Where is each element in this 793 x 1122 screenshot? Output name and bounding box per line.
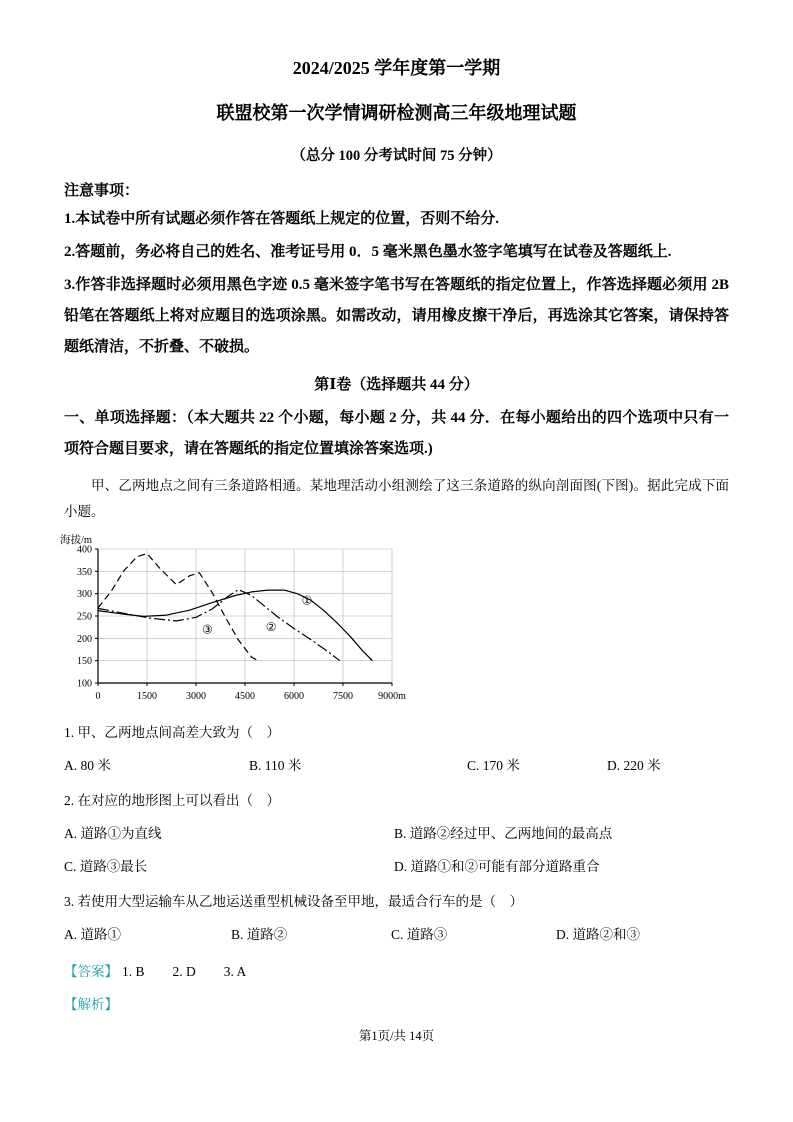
passage: 甲、乙两地点之间有三条道路相通。某地理活动小组测绘了这三条道路的纵向剖面图(下图)。据此完成下面小题。 bbox=[64, 478, 729, 519]
analysis-line bbox=[64, 993, 729, 1013]
section-intro: 一、单项选择题：（本大题共 22 个小题，每小题 2 分，共 44 分．在每小题给出的四个选项中只有一项符合题目要求，请在答题纸的指定位置填涂答案选项.) bbox=[64, 410, 729, 457]
chart-wrap bbox=[58, 533, 729, 708]
answer-2: 2. D bbox=[172, 964, 196, 979]
svg-text:1500: 1500 bbox=[137, 691, 157, 702]
answer-label: 【答案】 bbox=[64, 964, 118, 979]
answer-line bbox=[64, 960, 729, 980]
notice-item-2: 2.答题前，务必将自己的姓名、准考证号用 0．5 毫米黑色墨水签字笔填写在试卷及答题纸上. bbox=[64, 244, 672, 260]
score-time-line: （总分 100 分考试时间 75 分钟） bbox=[291, 148, 502, 164]
question-1-stem: 1. 甲、乙两地点间高差大致为（ ） bbox=[64, 725, 280, 740]
svg-text:海拔/m: 海拔/m bbox=[60, 535, 93, 546]
svg-text:0: 0 bbox=[95, 691, 101, 702]
svg-text:6000: 6000 bbox=[284, 691, 304, 702]
analysis-label: 【解析】 bbox=[64, 997, 118, 1012]
page-footer: 第1页/共 14页 bbox=[358, 1029, 435, 1043]
option-1a: A. 80 米 bbox=[64, 758, 111, 773]
option-1b: B. 110 米 bbox=[249, 758, 302, 773]
svg-text:350: 350 bbox=[77, 566, 92, 578]
page-title: 2024/2025 学年度第一学期 bbox=[292, 58, 501, 78]
exam-subtitle: 联盟校第一次学情调研检测高三年级地理试题 bbox=[216, 103, 577, 123]
option-2d: D. 道路①和②可能有部分道路重合 bbox=[394, 859, 600, 874]
svg-text:①: ① bbox=[301, 593, 313, 608]
svg-text:250: 250 bbox=[77, 611, 92, 623]
option-1d: D. 220 米 bbox=[607, 758, 661, 773]
notice-item-1: 1.本试卷中所有试题必须作答在答题纸上规定的位置，否则不给分. bbox=[64, 211, 500, 227]
svg-text:200: 200 bbox=[77, 633, 92, 645]
option-2b: B. 道路②经过甲、乙两地间的最高点 bbox=[394, 826, 613, 841]
svg-text:③: ③ bbox=[202, 622, 213, 637]
question-1-options bbox=[64, 755, 729, 776]
option-3b: B. 道路② bbox=[231, 927, 288, 942]
svg-text:300: 300 bbox=[77, 589, 92, 601]
option-3a: A. 道路① bbox=[64, 927, 121, 942]
question-2-stem: 2. 在对应的地形图上可以看出（ ） bbox=[64, 793, 280, 808]
answer-3: 3. A bbox=[223, 964, 247, 979]
svg-text:400: 400 bbox=[77, 544, 92, 556]
option-3d: D. 道路②和③ bbox=[556, 927, 640, 942]
option-2a: A. 道路①为直线 bbox=[64, 826, 162, 841]
svg-text:②: ② bbox=[265, 620, 277, 635]
section-title: 第Ⅰ卷（选择题共 44 分） bbox=[314, 377, 479, 393]
question-2-options bbox=[64, 823, 729, 877]
svg-text:4500: 4500 bbox=[235, 691, 255, 702]
answer-1: 1. B bbox=[122, 964, 145, 979]
notice-item-3: 3.作答非选择题时必须用黑色字迹 0.5 毫米签字笔书写在答题纸的指定位置上，作答选择题必须用 2B 铅笔在答题纸上将对应题目的选项涂黑。如需改动，请用橡皮擦干净后，再选涂其它答案，请保持答题纸清洁，不折叠、不破损。 bbox=[64, 277, 729, 355]
svg-text:3000: 3000 bbox=[186, 691, 206, 702]
road-profile-chart bbox=[58, 533, 408, 703]
option-2c: C. 道路③最长 bbox=[64, 859, 148, 874]
question-3-stem: 3. 若使用大型运输车从乙地运送重型机械设备至甲地，最适合行车的是（ ） bbox=[64, 894, 523, 909]
option-3c: C. 道路③ bbox=[391, 927, 448, 942]
svg-text:100: 100 bbox=[77, 678, 92, 690]
svg-text:150: 150 bbox=[77, 656, 92, 668]
notice-heading: 注意事项： bbox=[64, 183, 140, 199]
option-1c: C. 170 米 bbox=[467, 758, 520, 773]
svg-text:7500: 7500 bbox=[333, 691, 353, 702]
question-3-options bbox=[64, 924, 729, 945]
svg-text:9000m: 9000m bbox=[378, 691, 406, 702]
